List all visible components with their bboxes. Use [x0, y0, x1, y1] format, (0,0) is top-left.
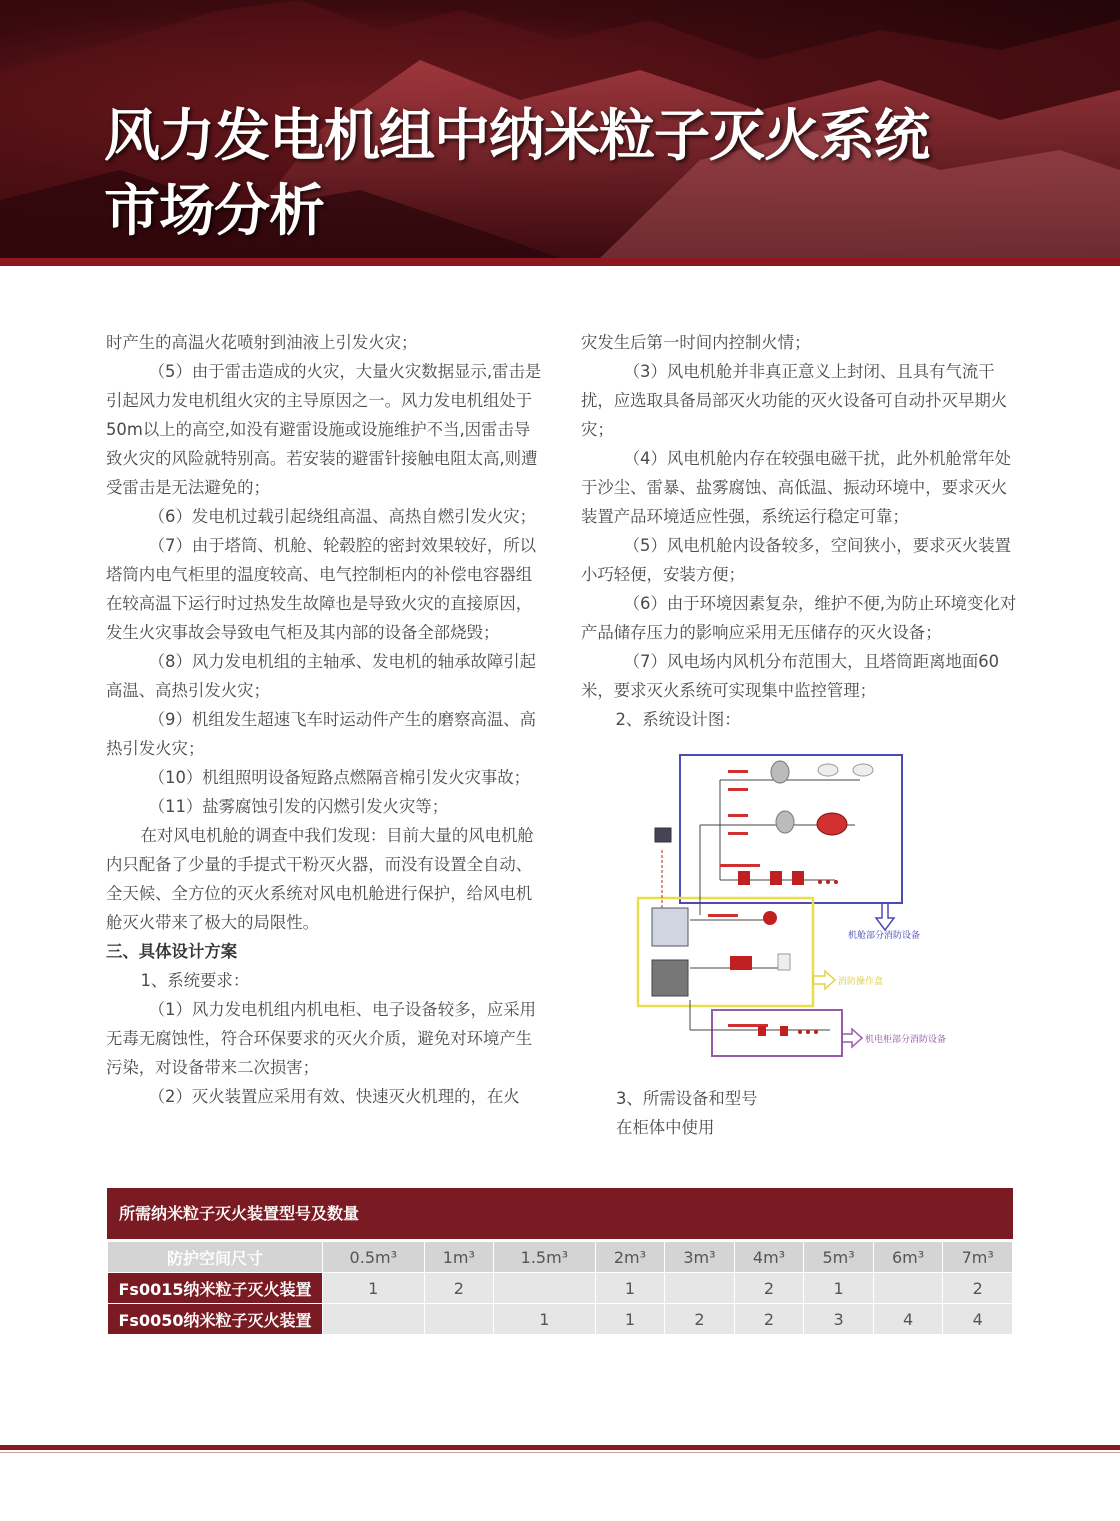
table-cell: [494, 1273, 596, 1304]
subheading: 3、所需设备和型号: [616, 1089, 758, 1108]
row-header: 防护空间尺寸: [108, 1242, 323, 1273]
system-design-diagram: [620, 740, 960, 1065]
table-cell: 2: [424, 1273, 494, 1304]
cabinet-zone-box: [712, 1010, 842, 1056]
table-cell: [873, 1273, 943, 1304]
footer-line: [0, 1452, 1120, 1453]
table-cell: 1: [595, 1273, 665, 1304]
column-header: 5m³: [804, 1242, 874, 1273]
table-caption: 所需纳米粒子灭火装置型号及数量: [107, 1188, 1013, 1239]
subheading: 1、系统要求：: [140, 971, 250, 990]
table-cell: 1: [804, 1273, 874, 1304]
paragraph: （6）发电机过载引起绕组高温、高热自燃引发火灾；: [148, 507, 537, 526]
column-header: 1m³: [424, 1242, 494, 1273]
table-cell: 4: [873, 1304, 943, 1335]
header-banner: [0, 0, 1120, 258]
paragraph: （5）由于雷击造成的火灾，大量火灾数据显示,雷击是引起风力发电机组火灾的主导原因之一。风力发电机组处于50m以上的高空,如没有避雷设施或设施维护不当,因雷击导致火灾的风险就特别高。若安装的避雷针接触电阻太高,则遭受雷击是无法避免的；: [106, 362, 542, 497]
column-header: 2m³: [595, 1242, 665, 1273]
arrow-down-icon: [876, 903, 894, 930]
right-text-column: [581, 328, 1017, 734]
diagram-label-cabinet: 机电柜部分消防设备: [865, 1035, 947, 1045]
footer-divider: [0, 1445, 1120, 1450]
paragraph: （7）风电场内风机分布范围大，且塔筒距离地面60米，要求灭火系统可实现集中监控管理；: [581, 652, 1000, 700]
paragraph: 在柜体中使用: [616, 1118, 715, 1137]
table-row: [108, 1304, 1013, 1335]
table-header-row: [108, 1242, 1013, 1273]
column-header: 3m³: [665, 1242, 735, 1273]
paragraph: （9）机组发生超速飞车时运动件产生的磨察高温、高热引发火灾；: [106, 710, 537, 758]
table-cell: 1: [595, 1304, 665, 1335]
table-cell: [323, 1304, 425, 1335]
table-cell: 2: [734, 1273, 804, 1304]
column-header: 1.5m³: [494, 1242, 596, 1273]
paragraph: 在对风电机舱的调查中我们发现：目前大量的风电机舱内只配备了少量的手提式干粉灭火器，而没有设置全自动、全天候、全方位的灭火系统对风电机舱进行保护，给风电机舱灭火带来了极大的局限性。: [106, 826, 534, 932]
paragraph: （1）风力发电机组内机电柜、电子设备较多，应采用无毒无腐蚀性，符合环保要求的灭火介质，避免对环境产生污染，对设备带来二次损害；: [106, 1000, 537, 1077]
table-cell: [665, 1273, 735, 1304]
header-divider: [0, 258, 1120, 266]
paragraph: （3）风电机舱并非真正意义上封闭、且具有气流干扰，应选取具备局部灭火功能的灭火设备可自动扑灭早期火灾；: [581, 362, 1008, 439]
column-header: 0.5m³: [323, 1242, 425, 1273]
column-header: 7m³: [943, 1242, 1013, 1273]
table-cell: [424, 1304, 494, 1335]
equipment-section: [616, 1084, 758, 1142]
table-row: [108, 1273, 1013, 1304]
paragraph: 时产生的高温火花喷射到油液上引发火灾；: [106, 333, 418, 352]
paragraph: （11）盐雾腐蚀引发的闪燃引发火灾等；: [148, 797, 449, 816]
row-header: Fs0015纳米粒子灭火装置: [108, 1273, 323, 1304]
paragraph: （6）由于环境因素复杂，维护不便,为防止环境变化对产品储存压力的影响应采用无压储存的灭火设备；: [581, 594, 1017, 642]
page-title-line2: 市场分析: [104, 179, 324, 244]
table-cell: 2: [734, 1304, 804, 1335]
paragraph: 灾发生后第一时间内控制火情；: [581, 333, 811, 352]
arrow-right-icon: [813, 971, 835, 989]
subheading: 2、系统设计图：: [615, 710, 741, 729]
arrow-right-icon: [842, 1029, 862, 1047]
paragraph: （4）风电机舱内存在较强电磁干扰，此外机舱常年处于沙尘、雷暴、盐雾腐蚀、高低温、振动环境中，要求灭火装置产品环境适应性强，系统运行稳定可靠；: [581, 449, 1012, 526]
paragraph: （5）风电机舱内设备较多，空间狭小，要求灭火装置小巧轻便，安装方便；: [581, 536, 1012, 584]
left-text-column: [106, 328, 542, 1111]
paragraph: （10）机组照明设备短路点燃隔音棉引发火灾事故；: [148, 768, 531, 787]
table-cell: 2: [665, 1304, 735, 1335]
table-cell: 1: [323, 1273, 425, 1304]
column-header: 4m³: [734, 1242, 804, 1273]
diagram-label-nacelle: 机舱部分消防设备: [848, 931, 921, 941]
table-cell: 1: [494, 1304, 596, 1335]
table-cell: 2: [943, 1273, 1013, 1304]
paragraph: （2）灭火装置应采用有效、快速灭火机理的，在火: [148, 1087, 520, 1106]
equipment-table: [107, 1188, 1013, 1335]
row-header: Fs0050纳米粒子灭火装置: [108, 1304, 323, 1335]
diagram-label-operation: 消防操作盒: [838, 977, 884, 987]
page-title-line1: 风力发电机组中纳米粒子灭火系统: [104, 104, 929, 169]
paragraph: （8）风力发电机组的主轴承、发电机的轴承故障引起高温、高热引发火灾；: [106, 652, 537, 700]
table-cell: 4: [943, 1304, 1013, 1335]
paragraph: （7）由于塔筒、机舱、轮毂腔的密封效果较好，所以塔筒内电气柜里的温度较高、电气控制柜内的补偿电容器组在较高温下运行时过热发生故障也是导致火灾的直接原因，发生火灾事故会导致电气柜及其内部的设备全部烧毁；: [106, 536, 537, 642]
table-cell: 3: [804, 1304, 874, 1335]
section-heading: 三、具体设计方案: [106, 942, 238, 961]
column-header: 6m³: [873, 1242, 943, 1273]
